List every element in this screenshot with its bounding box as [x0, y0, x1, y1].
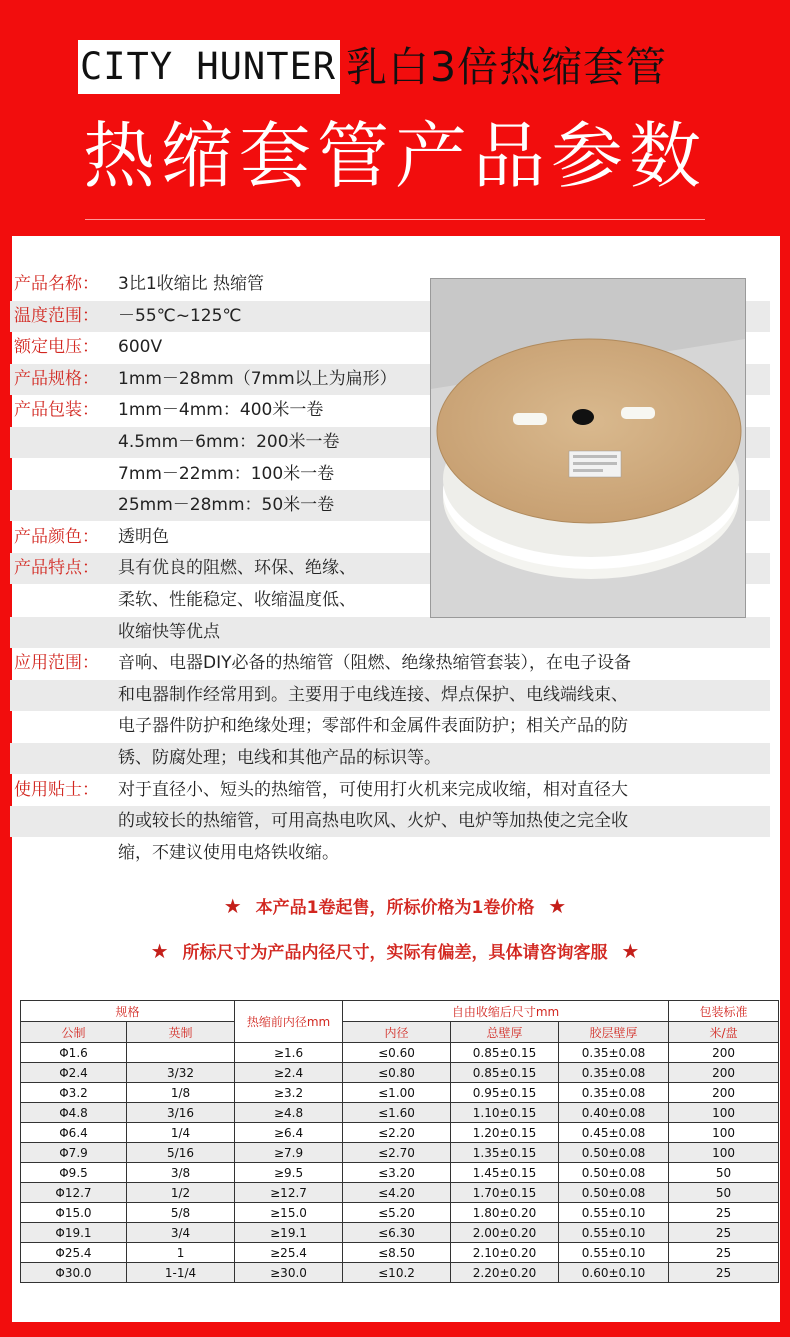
star-icon: ★ [621, 939, 640, 963]
table-cell: ≥3.2 [235, 1083, 343, 1103]
table-cell: ≥7.9 [235, 1143, 343, 1163]
table-cell: ≥6.4 [235, 1123, 343, 1143]
table-cell: ≤10.2 [343, 1263, 451, 1283]
table-cell: 0.55±0.10 [559, 1243, 669, 1263]
header-banner [0, 0, 790, 232]
table-row [21, 1183, 779, 1203]
spec-row [10, 617, 770, 648]
table-row [21, 1043, 779, 1063]
table-cell: ≥2.4 [235, 1063, 343, 1083]
spec-value: 音响、电器DIY必备的热缩管（阻燃、绝缘热缩管套装），在电子设备 [118, 653, 631, 673]
table-cell: 0.35±0.08 [559, 1083, 669, 1103]
table-header-pack-unit: 米/盘 [669, 1022, 779, 1043]
spec-row [10, 806, 770, 837]
spec-value: －55℃~125℃ [118, 306, 242, 326]
table-cell: 200 [669, 1043, 779, 1063]
table-row [21, 1243, 779, 1263]
table-cell: 0.60±0.10 [559, 1263, 669, 1283]
table-row [21, 1203, 779, 1223]
brand-name: CITY HUNTER [78, 40, 340, 94]
table-header-total: 总壁厚 [451, 1022, 559, 1043]
table-cell: Φ25.4 [21, 1243, 127, 1263]
table-cell: 0.55±0.10 [559, 1203, 669, 1223]
table-cell: 100 [669, 1143, 779, 1163]
spec-value: 4.5mm－6mm：200米一卷 [118, 432, 340, 452]
spec-label: 产品规格： [14, 369, 99, 389]
table-cell: 25 [669, 1243, 779, 1263]
table-cell: ≤0.60 [343, 1043, 451, 1063]
table-header-before: 热缩前内径mm [235, 1001, 343, 1043]
table-cell: 2.10±0.20 [451, 1243, 559, 1263]
table-row [21, 1263, 779, 1283]
notice-size [0, 938, 790, 963]
spec-label: 使用贴士： [14, 780, 99, 800]
brand-row [78, 40, 667, 94]
table-cell: 0.40±0.08 [559, 1103, 669, 1123]
spec-value: 具有优良的阻燃、环保、绝缘、 [118, 558, 356, 578]
table-cell: ≤2.70 [343, 1143, 451, 1163]
table-cell: 5/16 [127, 1143, 235, 1163]
star-icon: ★ [223, 894, 242, 918]
table-cell: ≥4.8 [235, 1103, 343, 1123]
table-cell: 0.50±0.08 [559, 1143, 669, 1163]
table-cell: 1/2 [127, 1183, 235, 1203]
spec-value: 3比1收缩比 热缩管 [118, 274, 265, 294]
spec-value: 电子器件防护和绝缘处理；零部件和金属件表面防护；相关产品的防 [118, 716, 628, 736]
page-title: 热缩套管产品参数 [82, 114, 707, 198]
table-cell: 25 [669, 1263, 779, 1283]
table-cell: ≥19.1 [235, 1223, 343, 1243]
table-header-row [21, 1001, 779, 1022]
table-cell: 200 [669, 1063, 779, 1083]
table-cell: 3/32 [127, 1063, 235, 1083]
table-cell: 1.35±0.15 [451, 1143, 559, 1163]
spec-value: 7mm－22mm：100米一卷 [118, 464, 335, 484]
spec-value: 透明色 [118, 527, 169, 547]
spec-label: 温度范围： [14, 306, 99, 326]
table-cell: ≤4.20 [343, 1183, 451, 1203]
table-cell: 0.85±0.15 [451, 1063, 559, 1083]
spec-row [10, 743, 770, 774]
table-cell: 50 [669, 1163, 779, 1183]
star-icon: ★ [548, 894, 567, 918]
table-cell: ≤0.80 [343, 1063, 451, 1083]
table-header-after: 自由收缩后尺寸mm [343, 1001, 669, 1022]
table-header-metric: 公制 [21, 1022, 127, 1043]
table-row [21, 1143, 779, 1163]
table-cell: 1/4 [127, 1123, 235, 1143]
product-photo [430, 278, 746, 618]
spec-value: 收缩快等优点 [118, 622, 220, 642]
table-header-pack: 包装标准 [669, 1001, 779, 1022]
table-cell: ≤1.00 [343, 1083, 451, 1103]
table-cell: Φ6.4 [21, 1123, 127, 1143]
star-icon: ★ [150, 939, 169, 963]
table-cell: 1.45±0.15 [451, 1163, 559, 1183]
table-cell: 1.80±0.20 [451, 1203, 559, 1223]
spec-label: 应用范围： [14, 653, 99, 673]
notice-size-text: 所标尺寸为产品内径尺寸，实际有偏差，具体请咨询客服 [182, 943, 608, 963]
table-cell: ≥25.4 [235, 1243, 343, 1263]
table-cell: Φ7.9 [21, 1143, 127, 1163]
table-cell: Φ9.5 [21, 1163, 127, 1183]
table-cell: Φ15.0 [21, 1203, 127, 1223]
spec-value: 和电器制作经常用到。主要用于电线连接、焊点保护、电线端线束、 [118, 685, 628, 705]
table-subheader-row [21, 1022, 779, 1043]
spec-value: 对于直径小、短头的热缩管，可使用打火机来完成收缩，相对直径大 [118, 780, 628, 800]
table-cell: 25 [669, 1203, 779, 1223]
spec-label: 额定电压： [14, 337, 99, 357]
spec-row [10, 711, 770, 742]
table-cell: 1-1/4 [127, 1263, 235, 1283]
table-row [21, 1103, 779, 1123]
table-cell: Φ12.7 [21, 1183, 127, 1203]
table-cell: 25 [669, 1223, 779, 1243]
table-cell: 1.20±0.15 [451, 1123, 559, 1143]
table-cell: 0.95±0.15 [451, 1083, 559, 1103]
table-cell: 0.55±0.10 [559, 1223, 669, 1243]
table-cell: Φ2.4 [21, 1063, 127, 1083]
table-cell: ≤8.50 [343, 1243, 451, 1263]
heat-shrink-reel-image [431, 279, 745, 617]
table-cell: ≤2.20 [343, 1123, 451, 1143]
spec-value: 柔软、性能稳定、收缩温度低、 [118, 590, 356, 610]
spec-row [10, 838, 770, 869]
spec-value: 25mm－28mm：50米一卷 [118, 495, 335, 515]
table-cell: 0.50±0.08 [559, 1183, 669, 1203]
spec-row [10, 648, 770, 679]
table-row [21, 1063, 779, 1083]
table-cell: ≤6.30 [343, 1223, 451, 1243]
notice-moq-text: 本产品1卷起售，所标价格为1卷价格 [255, 898, 535, 918]
table-cell: Φ19.1 [21, 1223, 127, 1243]
product-title: 乳白3倍热缩套管 [346, 43, 668, 91]
spec-label: 产品名称： [14, 274, 99, 294]
table-cell [127, 1043, 235, 1063]
table-cell: 5/8 [127, 1203, 235, 1223]
table-row [21, 1083, 779, 1103]
table-cell: 2.20±0.20 [451, 1263, 559, 1283]
table-cell: 3/16 [127, 1103, 235, 1123]
table-cell: 3/8 [127, 1163, 235, 1183]
table-cell: ≥30.0 [235, 1263, 343, 1283]
table-cell: ≤5.20 [343, 1203, 451, 1223]
table-cell: 1/8 [127, 1083, 235, 1103]
spec-value: 600V [118, 337, 163, 357]
table-cell: Φ30.0 [21, 1263, 127, 1283]
table-cell: ≥12.7 [235, 1183, 343, 1203]
table-cell: 0.50±0.08 [559, 1163, 669, 1183]
table-cell: 1.70±0.15 [451, 1183, 559, 1203]
table-header-inner: 内径 [343, 1022, 451, 1043]
spec-value: 缩，不建议使用电烙铁收缩。 [118, 843, 339, 863]
table-row [21, 1223, 779, 1243]
table-cell: 0.85±0.15 [451, 1043, 559, 1063]
table-row [21, 1163, 779, 1183]
table-cell: Φ4.8 [21, 1103, 127, 1123]
table-cell: 100 [669, 1123, 779, 1143]
table-cell: 0.35±0.08 [559, 1043, 669, 1063]
spec-value: 1mm－4mm：400米一卷 [118, 400, 324, 420]
spec-value: 的或较长的热缩管，可用高热电吹风、火炉、电炉等加热使之完全收 [118, 811, 628, 831]
table-header-spec: 规格 [21, 1001, 235, 1022]
spec-table [20, 1000, 779, 1283]
table-cell: ≤1.60 [343, 1103, 451, 1123]
table-row [21, 1123, 779, 1143]
table-cell: Φ1.6 [21, 1043, 127, 1063]
table-cell: 1 [127, 1243, 235, 1263]
title-divider [85, 219, 705, 220]
spec-value: 1mm－28mm（7mm以上为扁形） [118, 369, 397, 389]
table-cell: 100 [669, 1103, 779, 1123]
table-cell: 200 [669, 1083, 779, 1103]
table-cell: 2.00±0.20 [451, 1223, 559, 1243]
table-cell: 1.10±0.15 [451, 1103, 559, 1123]
table-cell: Φ3.2 [21, 1083, 127, 1103]
table-cell: 3/4 [127, 1223, 235, 1243]
spec-row [10, 680, 770, 711]
table-cell: ≤3.20 [343, 1163, 451, 1183]
spec-label: 产品颜色： [14, 527, 99, 547]
table-header-glue: 胶层壁厚 [559, 1022, 669, 1043]
table-cell: 50 [669, 1183, 779, 1203]
table-cell: ≥9.5 [235, 1163, 343, 1183]
table-cell: 0.35±0.08 [559, 1063, 669, 1083]
spec-row [10, 775, 770, 806]
table-header-inch: 英制 [127, 1022, 235, 1043]
spec-label: 产品包装： [14, 400, 99, 420]
table-cell: 0.45±0.08 [559, 1123, 669, 1143]
table-cell: ≥1.6 [235, 1043, 343, 1063]
spec-value: 锈、防腐处理；电线和其他产品的标识等。 [118, 748, 441, 768]
notice-moq [0, 893, 790, 918]
spec-label: 产品特点： [14, 558, 99, 578]
table-cell: ≥15.0 [235, 1203, 343, 1223]
